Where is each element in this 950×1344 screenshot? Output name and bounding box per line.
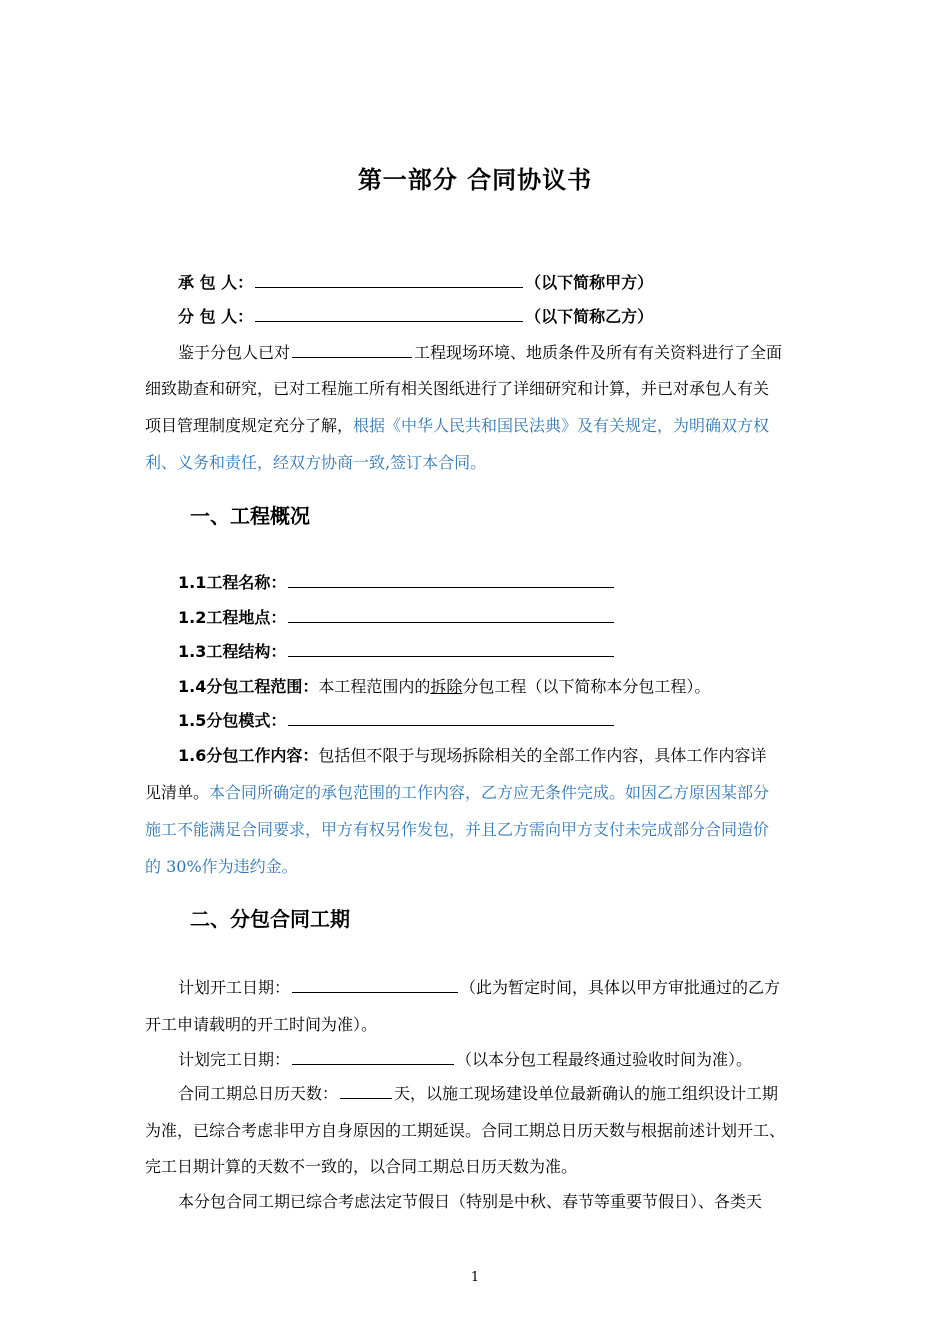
item-1-2	[178, 607, 810, 629]
intro-line-1	[178, 342, 810, 364]
item-label: 1.5分包模式：	[178, 711, 287, 730]
end-date-note: （以本分包工程最终通过验收时间为准）。	[456, 1050, 753, 1069]
total-days-text: 天，以施工现场建设单位最新确认的施工组织设计工期	[394, 1084, 779, 1103]
item-text: 本工程范围内的	[318, 677, 431, 696]
section-heading-1: 一、工程概况	[190, 504, 310, 528]
item-1-6-cont-2: 施工不能满足合同要求，甲方有权另作发包，并且乙方需向甲方支付未完成部分合同造价	[145, 820, 770, 839]
item-1-5	[178, 710, 810, 732]
item-label: 1.6分包工作内容：	[178, 746, 319, 765]
item-blank	[288, 607, 614, 623]
intro-text: 鉴于分包人已对	[178, 343, 291, 362]
item-blank	[288, 572, 614, 588]
item-text: 分包工程（以下简称本分包工程）。	[462, 677, 711, 696]
holiday-line: 本分包合同工期已综合考虑法定节假日（特别是中秋、春节等重要节假日）、各类天	[178, 1192, 763, 1211]
item-1-6-cont	[145, 782, 810, 804]
intro-line-2: 细致勘查和研究，已对工程施工所有相关图纸进行了详细研究和计算，并已对承包人有关	[145, 379, 770, 398]
start-date-note: （此为暂定时间，具体以甲方审批通过的乙方	[460, 978, 781, 997]
item-label: 1.4分包工程范围：	[178, 677, 319, 696]
intro-text: 工程现场环境、地质条件及所有有关资料进行了全面	[414, 343, 783, 362]
item-label: 1.1工程名称：	[178, 573, 287, 592]
start-date-line-2: 开工申请载明的开工时间为准）。	[145, 1015, 378, 1034]
subcontractor-label: 分 包 人：	[178, 307, 254, 326]
item-blank	[288, 641, 614, 657]
total-days-blank	[340, 1083, 392, 1099]
item-label: 1.3工程结构：	[178, 642, 287, 661]
total-days-line-3: 完工日期计算的天数不一致的，以合同工期总日历天数为准。	[145, 1157, 578, 1176]
item-1-6-cont-3: 的 30%作为违约金。	[145, 857, 298, 876]
start-date-blank	[292, 977, 458, 993]
contractor-label: 承 包 人：	[178, 273, 254, 292]
section-heading-2: 二、分包合同工期	[190, 907, 350, 931]
item-underlined-text: 拆除	[430, 677, 463, 696]
contractor-blank	[255, 272, 523, 288]
item-text: 见清单。	[145, 783, 210, 802]
item-1-6	[178, 745, 810, 767]
intro-line-4: 利、义务和责任，经双方协商一致,签订本合同。	[145, 453, 487, 472]
subcontractor-blank	[255, 306, 523, 322]
intro-highlight: 根据《中华人民共和国民法典》及有关规定，为明确双方权	[353, 416, 770, 435]
item-highlight: 本合同所确定的承包范围的工作内容，乙方应无条件完成。如因乙方原因某部分	[209, 783, 770, 802]
item-label: 1.2工程地点：	[178, 608, 287, 627]
total-days-label: 合同工期总日历天数：	[178, 1084, 339, 1103]
subcontractor-note: （以下简称乙方）	[525, 307, 654, 326]
item-1-1	[178, 572, 810, 594]
end-date-line	[178, 1049, 810, 1071]
item-1-3	[178, 641, 810, 663]
item-text: 包括但不限于与现场拆除相关的全部工作内容，具体工作内容详	[318, 746, 767, 765]
intro-line-3	[145, 415, 810, 437]
contractor-note: （以下简称甲方）	[525, 273, 654, 292]
intro-text: 项目管理制度规定充分了解，	[145, 416, 354, 435]
item-1-4	[178, 676, 810, 698]
page-number: 1	[470, 1270, 480, 1285]
end-date-label: 计划完工日期：	[178, 1050, 291, 1069]
project-blank	[292, 342, 412, 358]
end-date-blank	[292, 1049, 454, 1065]
item-blank	[288, 710, 614, 726]
page-title: 第一部分 合同协议书	[357, 166, 593, 194]
start-date-label: 计划开工日期：	[178, 978, 291, 997]
total-days-line	[178, 1083, 810, 1105]
start-date-line	[178, 977, 810, 999]
subcontractor-line	[178, 306, 810, 328]
contractor-line	[178, 272, 810, 294]
total-days-line-2: 为准，已综合考虑非甲方自身原因的工期延误。合同工期总日历天数与根据前述计划开工、	[145, 1121, 786, 1140]
